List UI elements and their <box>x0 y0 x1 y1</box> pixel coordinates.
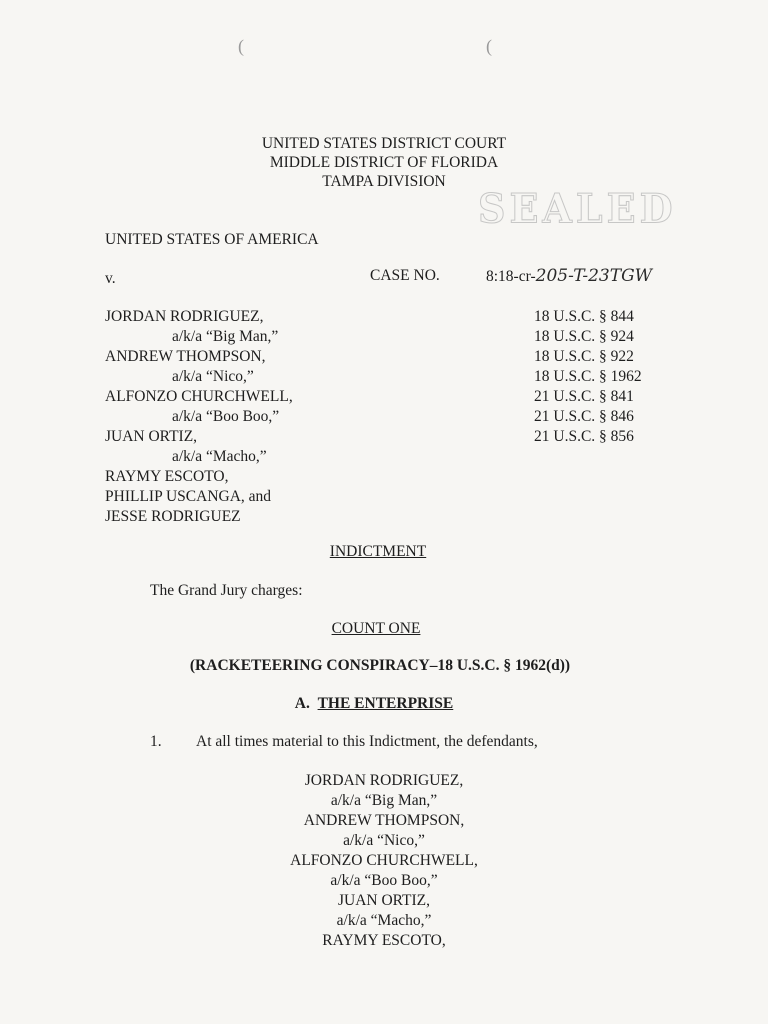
defendant-body-line: ALFONZO CHURCHWELL, <box>290 852 478 869</box>
sealed-stamp: SEALED <box>478 184 677 233</box>
court-district: MIDDLE DISTRICT OF FLORIDA <box>269 154 499 171</box>
scan-mark: ( <box>486 36 492 56</box>
defendant-body-line: a/k/a “Nico,” <box>343 832 425 849</box>
section-heading <box>0 694 758 714</box>
statute-line: 21 U.S.C. § 841 <box>534 388 634 405</box>
scan-mark: ( <box>238 36 244 56</box>
defendant-body-line: a/k/a “Macho,” <box>336 912 432 929</box>
defendant-caption-line: PHILLIP USCANGA, and <box>105 488 272 505</box>
statute-line: 18 U.S.C. § 924 <box>534 328 634 345</box>
paragraph-number: 1. <box>150 733 162 750</box>
defendant-body-line: JORDAN RODRIGUEZ, <box>304 772 464 789</box>
case-number-handwritten: 205-T-23TGW <box>535 266 653 286</box>
case-number-prefix: 8:18-cr- <box>486 268 536 285</box>
statute-line: 21 U.S.C. § 846 <box>534 408 634 425</box>
count-title: COUNT ONE <box>331 620 421 637</box>
versus: v. <box>105 270 116 287</box>
defendant-caption-line: ANDREW THOMPSON, <box>105 348 266 365</box>
defendant-caption-line: a/k/a “Macho,” <box>172 448 267 465</box>
court-name: UNITED STATES DISTRICT COURT <box>261 135 507 152</box>
indictment-title: INDICTMENT <box>329 543 427 560</box>
statute-line: 21 U.S.C. § 856 <box>534 428 634 445</box>
defendant-caption-line: ALFONZO CHURCHWELL, <box>105 388 293 405</box>
defendant-caption-line: RAYMY ESCOTO, <box>105 468 229 485</box>
defendant-body-line: a/k/a “Boo Boo,” <box>330 872 438 889</box>
statute-line: 18 U.S.C. § 922 <box>534 348 634 365</box>
statute-line: 18 U.S.C. § 1962 <box>534 368 642 385</box>
defendant-body-line: ANDREW THOMPSON, <box>303 812 465 829</box>
plaintiff-name: UNITED STATES OF AMERICA <box>105 231 319 248</box>
defendant-caption-line: a/k/a “Big Man,” <box>172 328 279 345</box>
defendant-caption-line: a/k/a “Boo Boo,” <box>172 408 280 425</box>
defendant-caption-line: a/k/a “Nico,” <box>172 368 254 385</box>
case-number <box>486 266 652 287</box>
defendant-body-line: JUAN ORTIZ, <box>337 892 431 909</box>
defendant-body-line: a/k/a “Big Man,” <box>330 792 438 809</box>
section-title: THE ENTERPRISE <box>317 695 454 712</box>
defendant-caption-line: JORDAN RODRIGUEZ, <box>105 308 264 325</box>
paragraph-text: At all times material to this Indictment, the defendants, <box>196 733 538 750</box>
defendant-caption-line: JESSE RODRIGUEZ <box>105 508 241 525</box>
case-number-label: CASE NO. <box>370 267 440 284</box>
defendant-caption-line: JUAN ORTIZ, <box>105 428 198 445</box>
section-letter: A. <box>294 695 310 712</box>
grand-jury-charges: The Grand Jury charges: <box>150 582 303 599</box>
count-subtitle: (RACKETEERING CONSPIRACY–18 U.S.C. § 1962(d)) <box>189 657 571 674</box>
defendant-body-line: RAYMY ESCOTO, <box>322 932 446 949</box>
court-division: TAMPA DIVISION <box>322 173 446 190</box>
statute-line: 18 U.S.C. § 844 <box>534 308 634 325</box>
